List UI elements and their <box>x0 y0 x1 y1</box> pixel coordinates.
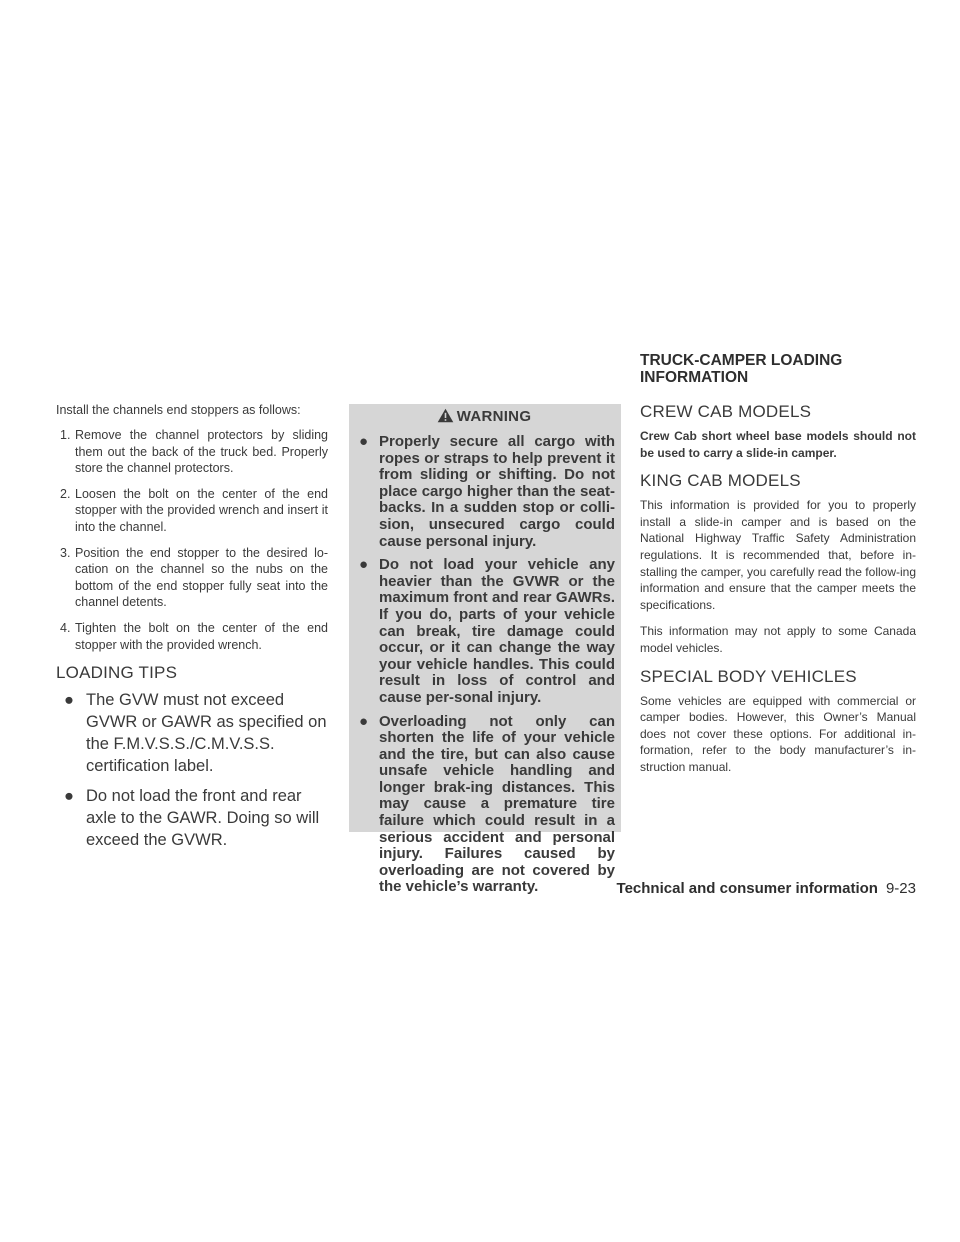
special-body-text: Some vehicles are equipped with commercial or camper bodies. However, this Owner’s Manual does not cover these options. For additional in-formation, refer to the body manufacturer’s in-struction manual. <box>640 693 916 774</box>
bullet-icon: ● <box>359 433 369 450</box>
loading-tips-list <box>56 689 328 851</box>
list-item: 2. Loosen the bolt on the center of the end stopper with the provided wrench and insert it into the channel. <box>60 486 328 534</box>
list-item: ● Properly secure all cargo with ropes or straps to help prevent it from sliding or shifting. Do not place cargo higher than the seat-backs. In a sudden stop or colli-sion, unsecured cargo could cause personal injury. <box>359 433 615 550</box>
king-cab-paragraph-1: This information is provided for you to properly install a slide-in camper and is based on the National Highway Traffic Safety Administration regulations. It is recommended that, before in-stalling the camper, you carefully read the follow-ing information and ensure that the camper meets the specifications. <box>640 498 916 612</box>
crew-cab-heading: CREW CAB MODELS <box>640 402 812 421</box>
warning-title: WARNING <box>456 408 532 425</box>
list-item: 4. Tighten the bolt on the center of the end stopper with the provided wrench. <box>60 620 328 652</box>
right-column <box>640 352 916 786</box>
list-item: ● Do not load your vehicle any heavier than the GVWR or the maximum front and rear GAWRs. If you do, parts of your vehicle can break, tire damage could occur, or it can change the way your vehicle handles. This could result in loss of control and cause per-sonal injury. <box>359 556 615 706</box>
king-cab-heading: KING CAB MODELS <box>640 471 801 491</box>
middle-column <box>349 404 621 896</box>
install-steps <box>56 427 328 653</box>
section-title: TRUCK-CAMPER LOADING INFORMATION <box>640 352 843 386</box>
left-column <box>56 402 328 859</box>
install-intro: Install the channels end stoppers as follows: <box>56 403 301 417</box>
list-item: 1. Remove the channel protectors by sliding them out the back of the truck bed. Properly store the channel protectors. <box>60 428 328 476</box>
list-item: 3. Position the end stopper to the desired lo-cation on the channel so the nubs on the bottom of the end stopper fully seat into the channel detents. <box>60 545 328 610</box>
warning-triangle-icon <box>437 408 454 423</box>
loading-tips-heading: LOADING TIPS <box>56 663 178 683</box>
warning-box <box>349 404 621 896</box>
king-cab-paragraph-2: This information may not apply to some Canada model vehicles. <box>640 624 916 655</box>
chapter-title: Technical and consumer information <box>616 880 878 897</box>
bullet-icon: ● <box>64 787 74 806</box>
list-item: ● The GVW must not exceed GVWR or GAWR as specified on the F.M.V.S.S./C.M.V.S.S. certification label. <box>64 691 327 776</box>
special-body-heading: SPECIAL BODY VEHICLES <box>640 666 857 686</box>
warning-list <box>353 434 615 896</box>
crew-cab-text: Crew Cab short wheel base models should not be used to carry a slide-in camper. <box>640 429 916 460</box>
bullet-icon: ● <box>359 712 369 730</box>
page-number: 9-23 <box>885 880 916 897</box>
bullet-icon: ● <box>359 556 369 574</box>
list-item: ● Overloading not only can shorten the life of your vehicle and the tire, but can also cause unsafe vehicle handling and longer brak-ing distances. This may cause a premature tire failure which could result in a serious accident and personal injury. Failures caused by overloading are not covered by the vehicle’s warranty. <box>359 712 615 896</box>
list-item: ● Do not load the front and rear axle to the GAWR. Doing so will exceed the GVWR. <box>64 787 320 850</box>
bullet-icon: ● <box>64 691 74 710</box>
warning-header <box>353 404 615 434</box>
page-footer <box>617 880 916 897</box>
